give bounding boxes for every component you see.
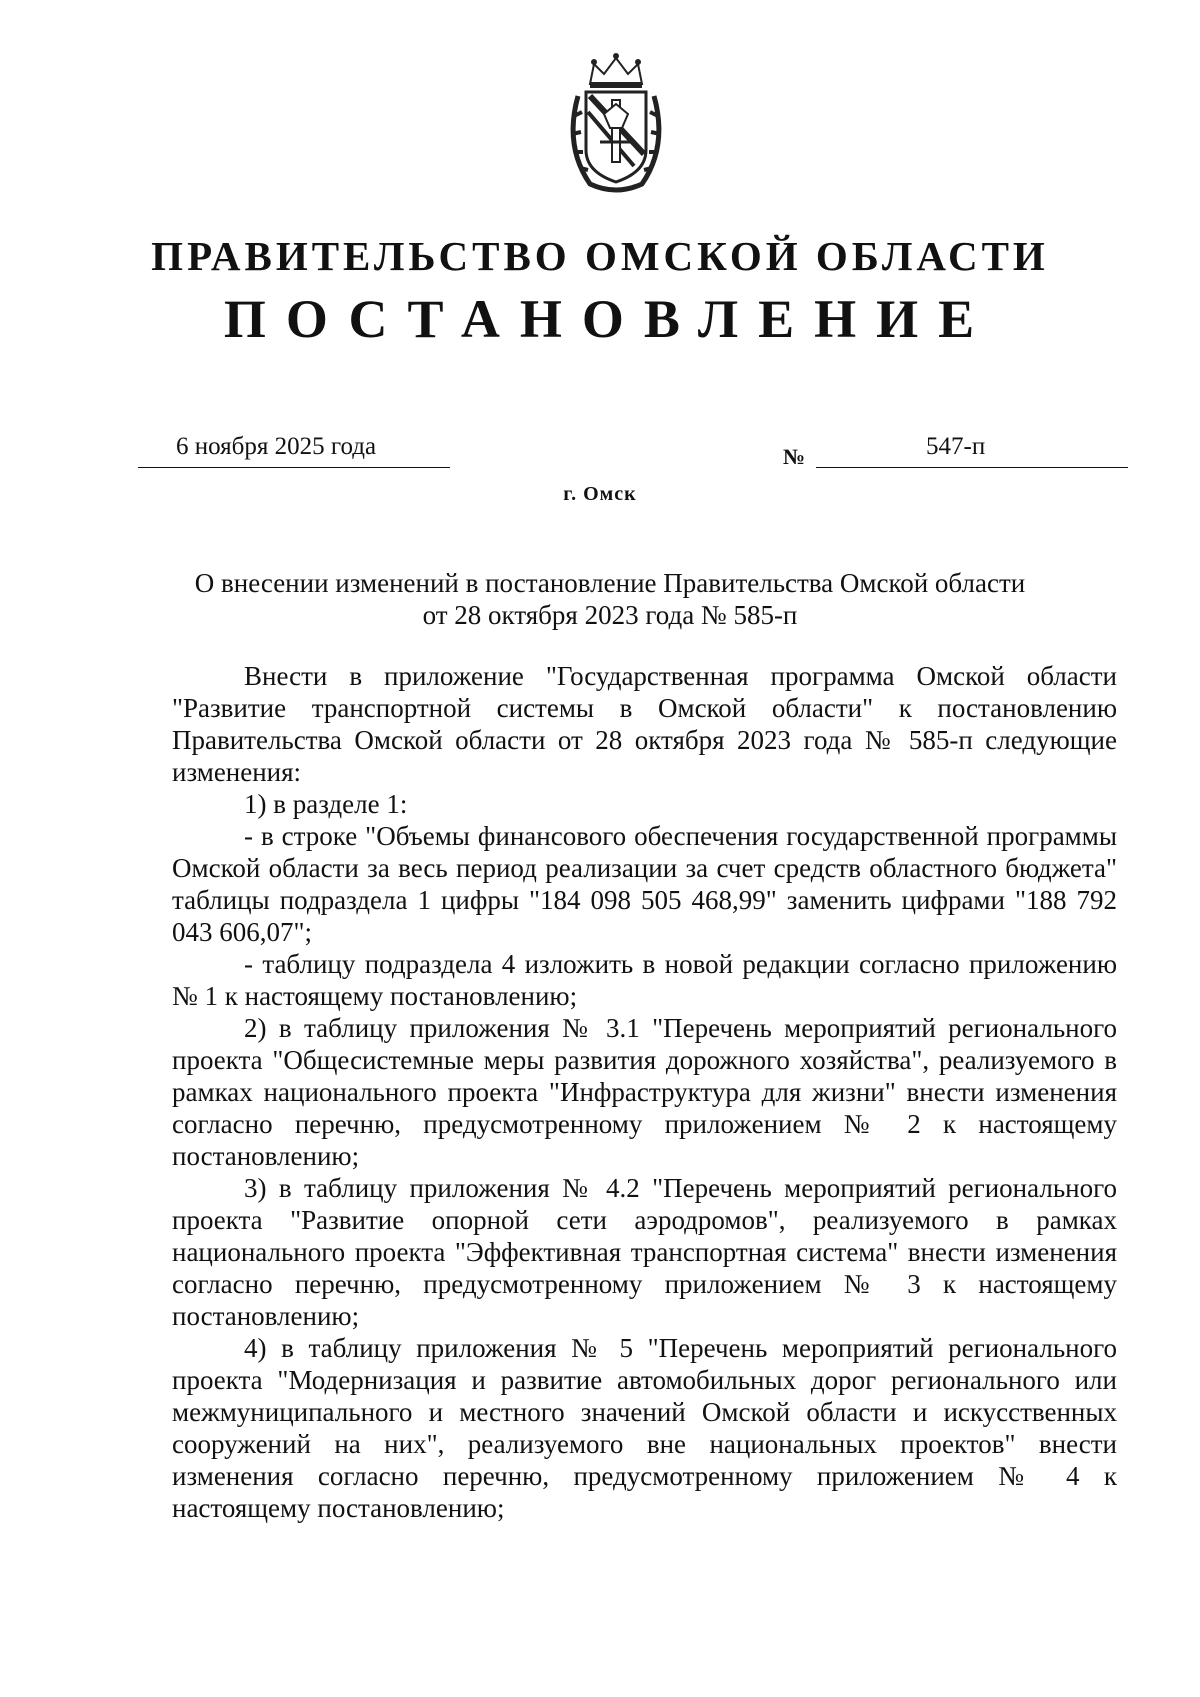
city-label: г. Омск xyxy=(563,483,637,505)
number-field xyxy=(816,433,1128,468)
body-paragraph: 3) в таблицу приложения № 4.2 "Перечень мероприятий регионального проекта "Развитие опорной сети аэродромов", реализуемого в рамках национального проекта "Эффективная транспортная система" внести изменения согласно перечню, предусмотренному приложением № 3 к настоящему постановлению; xyxy=(172,1173,1117,1331)
number-sign: № xyxy=(783,444,806,469)
document-date: 6 ноября 2025 года xyxy=(176,433,377,460)
body-paragraph: - таблицу подраздела 4 изложить в новой редакции согласно приложению № 1 к настоящему постановлению; xyxy=(172,949,1117,1011)
body-paragraph: - в строке "Объемы финансового обеспечения государственной программы Омской области за весь период реализации за счет средств областного бюджета" таблицы подраздела 1 цифры "184 098 505 468,99" заменить цифрами "188 792 043 606,07"; xyxy=(172,821,1117,947)
document-title xyxy=(140,567,1080,631)
document-number: 547-п xyxy=(926,433,986,460)
body-paragraph: Внести в приложение "Государственная программа Омской области "Развитие транспортной системы в Омской области" к постановлению Правительства Омской области от 28 октября 2023 года № 585-п следующие изменения: xyxy=(172,661,1117,787)
document-title-line: О внесении изменений в постановление Правительства Омской области xyxy=(194,568,1026,598)
body-paragraph: 1) в разделе 1: xyxy=(244,789,408,819)
government-title: ПРАВИТЕЛЬСТВО ОМСКОЙ ОБЛАСТИ xyxy=(151,233,1049,279)
body-paragraph: 2) в таблицу приложения № 3.1 "Перечень мероприятий регионального проекта "Общесистемные меры развития дорожного хозяйства", реализуемого в рамках национального проекта "Инфраструктура для жизни" внести изменения согласно перечню, предусмотренному приложением № 2 к настоящему постановлению; xyxy=(172,1013,1117,1171)
document-type-title: ПОСТАНОВЛЕНИЕ xyxy=(223,289,995,349)
document-title-line: от 28 октября 2023 года № 585-п xyxy=(422,600,798,630)
document-body xyxy=(172,660,1117,1524)
coat-of-arms-icon xyxy=(560,46,672,196)
body-paragraph: 4) в таблицу приложения № 5 "Перечень мероприятий регионального проекта "Модернизация и развитие автомобильных дорог регионального или межмуниципального и местного значений Омской области и искусственных сооружений на них", реализуемого вне национальных проектов" внести изменения согласно перечню, предусмотренному приложением № 4 к настоящему постановлению; xyxy=(172,1333,1117,1523)
date-field xyxy=(138,433,450,468)
